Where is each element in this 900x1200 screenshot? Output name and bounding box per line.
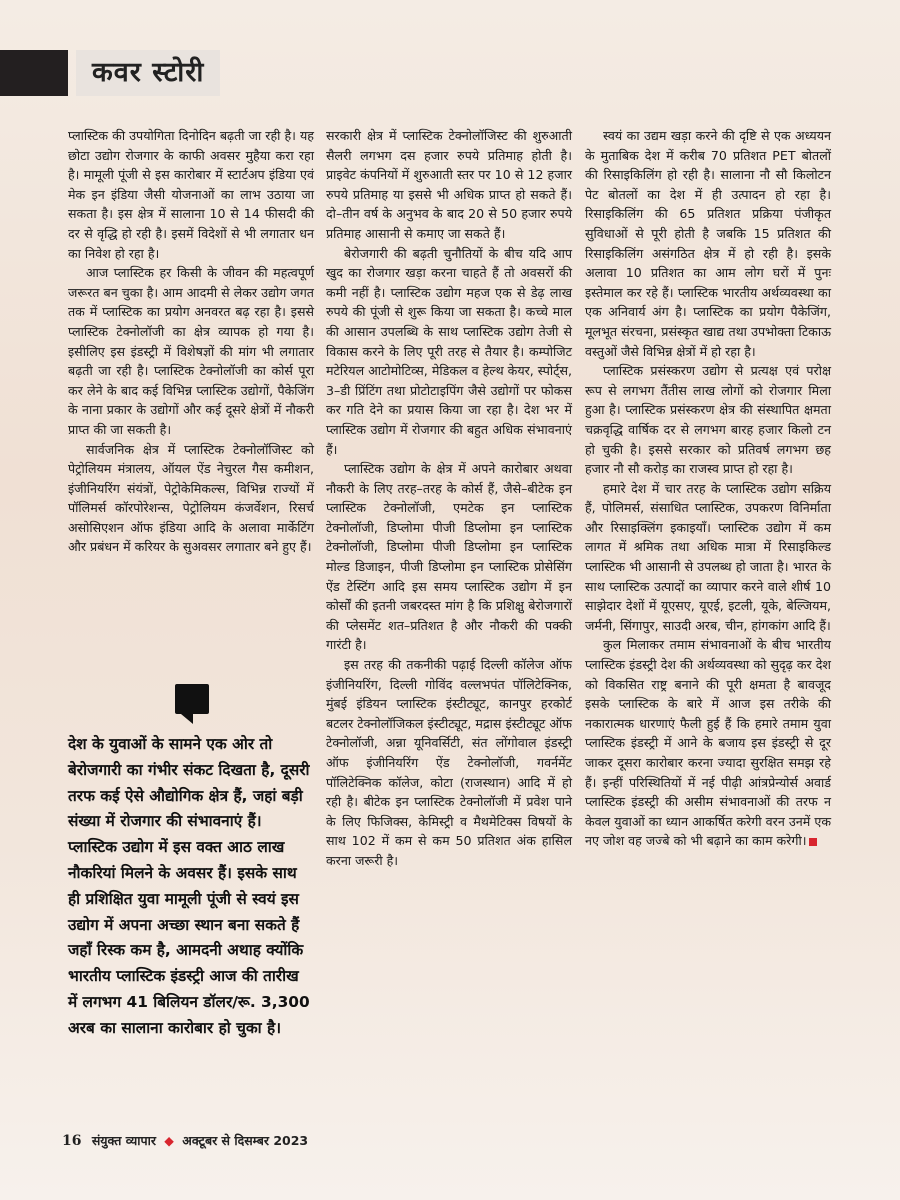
page-number: 16 [62,1133,82,1149]
magazine-name: संयुक्त व्यापार [91,1133,156,1148]
quote-mark-icon [175,684,209,714]
paragraph: इस तरह की तकनीकी पढ़ाई दिल्ली कॉलेज ऑफ इंजीनियरिंग, दिल्ली गोविंद वल्लभपंत पॉलिटेक्निक, मुंबई इंडियन प्लास्टिक इंस्टीट्यूट, कानपुर हरकोर्ट बटलर टेक्नोलॉजिकल इंस्टीट्यूट, मद्रास इंस्टीट्यूट ऑफ टेक्नोलॉजी, अन्ना यूनिवर्सिटी, संत लोंगोवाल इंडस्ट्री ऑफ इंजीनियरिंग ऐंड टेक्नोलॉजी, गवर्नमेंट पॉलिटेक्निक कॉलेज, कोटा (राजस्थान) आदि में हो रही है। बीटेक इन प्लास्टिक टेक्नोलॉजी में प्रवेश पाने के लिए फिजिक्स, केमिस्ट्री व मैथमेटिक्स विषयों के साथ 102 में कम से कम 50 प्रतिशत अंक हासिल करना जरूरी है। [326,657,572,868]
paragraph-text: कुल मिलाकर तमाम संभावनाओं के बीच भारतीय प्लास्टिक इंडस्ट्री देश की अर्थव्यवस्था को सुदृढ़ कर देश को विकसित राष्ट्र बनाने की पूरी क्षमता है बावजूद इसके प्लास्टिक के बारे में आज इस तरीके की नकारात्मक धारणाएं फैली हुई हैं कि हमारे तमाम युवा प्लास्टिक इंडस्ट्री में आने के बजाय इस इंडस्ट्री से दूर जाकर दूसरा कारोबार करना ज्यादा सुरक्षित समझ रहे हैं। इन्हीं परिस्थितियों में नई पीढ़ी आंत्रप्रेन्योर्स अवार्ड प्लास्टिक इंडस्ट्री की असीम संभावनाओं की तरफ न केवल युवाओं का ध्यान आकर्षित करेगी वरन उनमें एक नए जोश वह जज्बे को भी बढ़ाने का काम करेगी। [585,637,831,849]
section-title: कवर स्टोरी [76,50,220,96]
pull-quote: देश के युवाओं के सामने एक ओर तो बेरोजगारी का गंभीर संकट दिखता है, दूसरी तरफ कई ऐसे औद्योगिक क्षेत्र हैं, जहां बड़ी संख्या में रोजगार की संभावनाएं हैं। प्लास्टिक उद्योग में इस वक्त आठ लाख नौकरियां मिलने के अवसर हैं। इसके साथ ही प्रशिक्षित युवा मामूली पूंजी से स्वयं इस उद्योग में अपना अच्छा स्थान बना सकते हैं जहाँ रिस्क कम है, आमदनी अथाह क्योंकि भारतीय प्लास्टिक इंडस्ट्री आज की तारीख में लगभग 41 बिलियन डॉलर/रू. 3,300 अरब का सालाना कारोबार हो चुका है। [68,735,310,1037]
paragraph: सरकारी क्षेत्र में प्लास्टिक टेक्नोलॉजिस्ट की शुरुआती सैलरी लगभग दस हजार रुपये प्रतिमाह होती है। प्राइवेट कंपनियों में शुरुआती स्तर पर 10 से 12 हजार रुपये प्रतिमाह या इससे भी अधिक प्राप्त हो सकते हैं। दो–तीन वर्ष के अनुभव के बाद 20 से 50 हजार रुपये प्रतिमाह आसानी से कमाए जा सकते हैं। [326,128,572,241]
end-mark-icon [809,838,817,846]
paragraph: हमारे देश में चार तरह के प्लास्टिक उद्योग सक्रिय हैं, पोलिमर्स, संसाधित प्लास्टिक, उपकरण विनिर्माता और रिसाइक्लिंग इकाइयाँ। प्लास्टिक उद्योग में कम लागत में श्रमिक तथा अधिक मात्रा में रिसाइकिल्ड प्लास्टिक भी आसानी से उपलब्ध हो जाता है। भारत के साथ प्लास्टिक उत्पादों का व्यापार करने वाले शीर्ष 10 साझेदार देशों में यूएसए, यूएई, इटली, यूके, बेल्जियम, जर्मनी, सिंगापुर, साउदी अरब, चीन, हांगकांग आदि हैं। [585,480,831,633]
paragraph: प्लास्टिक प्रसंस्करण उद्योग से प्रत्यक्ष एवं परोक्ष रूप से लगभग तैंतीस लाख लोगों को रोजगार मिला हुआ है। प्लास्टिक प्रसंस्करण क्षेत्र की संस्थापित क्षमता चक्रवृद्धि वार्षिक दर से लगभग बारह हजार किलो टन हो चुकी है। इससे सरकार को प्रतिवर्ष लगभग छह हजार नौ सौ करोड़ का राजस्व प्राप्त हो रहा है। [585,363,831,477]
text-column-1 [68,126,314,557]
paragraph: प्लास्टिक की उपयोगिता दिनोदिन बढ़ती जा रही है। यह छोटा उद्योग रोजगार के काफी अवसर मुहैया करा रहा है। मामूली पूंजी से इस कारोबार में स्टार्टअप इंडिया एवं मेक इन इंडिया जैसी योजनाओं का लाभ उठाया जा सकता है। इस क्षेत्र में सालाना 10 से 14 फीसदी की दर से वृद्धि हो रही है। इसमें विदेशों से भी लगातार धन का निवेश हो रहा है। [68,128,314,261]
text-column-3 [585,126,831,851]
paragraph: आज प्लास्टिक हर किसी के जीवन की महत्वपूर्ण जरूरत बन चुका है। आम आदमी से लेकर उद्योग जगत तक में प्लास्टिक का प्रयोग अनवरत बढ़ रहा है। इससे प्लास्टिक टेक्नोलॉजी का क्षेत्र व्यापक हो गया है। इसीलिए इस इंडस्ट्री में विशेषज्ञों की मांग भी लगातार बढ़ती जा रही है। प्लास्टिक टेक्नोलॉजी का कोर्स पूरा कर लेने के बाद कई विभिन्न प्लास्टिक उद्योगों, पैकेजिंग के नाना प्रकार के उद्योगों और कई दूसरे क्षेत्रों में नौकरी प्राप्त की जा सकती है। [68,265,314,437]
paragraph-last [585,635,831,851]
issue-date: अक्टूबर से दिसम्बर 2023 [182,1133,309,1148]
header-black-bar [0,50,68,96]
paragraph: सार्वजनिक क्षेत्र में प्लास्टिक टेक्नोलॉजिस्ट को पेट्रोलियम मंत्रालय, ऑयल ऐंड नेचुरल गैस कमीशन, इंजीनियरिंग संयंत्रों, पेट्रोकेमिकल्स, विभिन्न राज्यों में पॉलिमर्स कॉरपोरेशन्स, पेट्रोलियम कंजर्वेशन, रिसर्च असोसिएशन ऑफ इंडिया आदि के अलावा मार्केटिंग और प्रबंधन में करियर के सुअवसर लगातार बने हुए हैं। [68,441,314,555]
text-column-2 [326,126,572,871]
diamond-icon: ◆ [164,1133,174,1148]
paragraph: प्लास्टिक उद्योग के क्षेत्र में अपने कारोबार अथवा नौकरी के लिए तरह–तरह के कोर्स हैं, जैसे–बीटेक इन प्लास्टिक टेक्नोलॉजी, एमटेक इन प्लास्टिक टेक्नोलॉजी, डिप्लोमा पीजी डिप्लोमा इन प्लास्टिक टेक्नोलॉजी, डिप्लोमा पीजी डिप्लोमा इन प्लास्टिक मोल्ड डिजाइन, पीजी डिप्लोमा इन प्लास्टिक प्रोसेसिंग ऐंड टेस्टिंग आदि इस समय प्लास्टिक उद्योग में इन कोर्सों की इतनी जबरदस्त मांग है कि प्रशिक्षु बेरोजगारों की प्लेसमेंट शत–प्रतिशत है और नौकरी की पक्की गारंटी है। [326,461,572,653]
paragraph: बेरोजगारी की बढ़ती चुनौतियों के बीच यदि आप खुद का रोजगार खड़ा करना चाहते हैं तो अवसरों की कमी नहीं है। प्लास्टिक उद्योग महज एक से डेढ़ लाख रुपये की पूंजी से शुरू किया जा सकता है। कच्चे माल की आसान उपलब्धि के साथ प्लास्टिक उद्योग तेजी से विकास करने के लिए पूरी तरह से तैयार है। कम्पोजिट मटेरियल आटोमोटिव्स, मेडिकल व हेल्थ केयर, स्पोर्ट्स, 3–डी प्रिंटिंग तथा प्रोटोटाइपिंग जैसे उद्योगों पर फोकस कर गति देने का प्रयास किया जा रहा है। देश भर में प्लास्टिक उद्योग में रोजगार की बहुत अधिक संभावनाएं हैं। [326,245,572,457]
page-footer [62,1132,308,1149]
paragraph: स्वयं का उद्यम खड़ा करने की दृष्टि से एक अध्ययन के मुताबिक देश में करीब 70 प्रतिशत PET बोतलों की रिसाइकिलिंग हो रही है। सालाना नौ सौ किलोटन पेट बोतलों का देश में ही उत्पादन हो रहा है। रिसाइकिलिंग की 65 प्रतिशत प्रक्रिया पंजीकृत सुविधाओं से पूरी होती है जबकि 15 प्रतिशत की रिसाइकिलिंग असंगठित क्षेत्र में हो रही है। इसके अलावा 10 प्रतिशत का आम लोग घरों में पुनः इस्तेमाल कर रहे हैं। प्लास्टिक भारतीय अर्थव्यवस्था का एक अनिवार्य अंग है। प्लास्टिक का प्रयोग पैकेजिंग, मूलभूत संरचना, प्रसंस्कृत खाद्य तथा उपभोक्ता टिकाऊ वस्तुओं जैसे विभिन्न क्षेत्रों में हो रहा है। [585,128,831,359]
